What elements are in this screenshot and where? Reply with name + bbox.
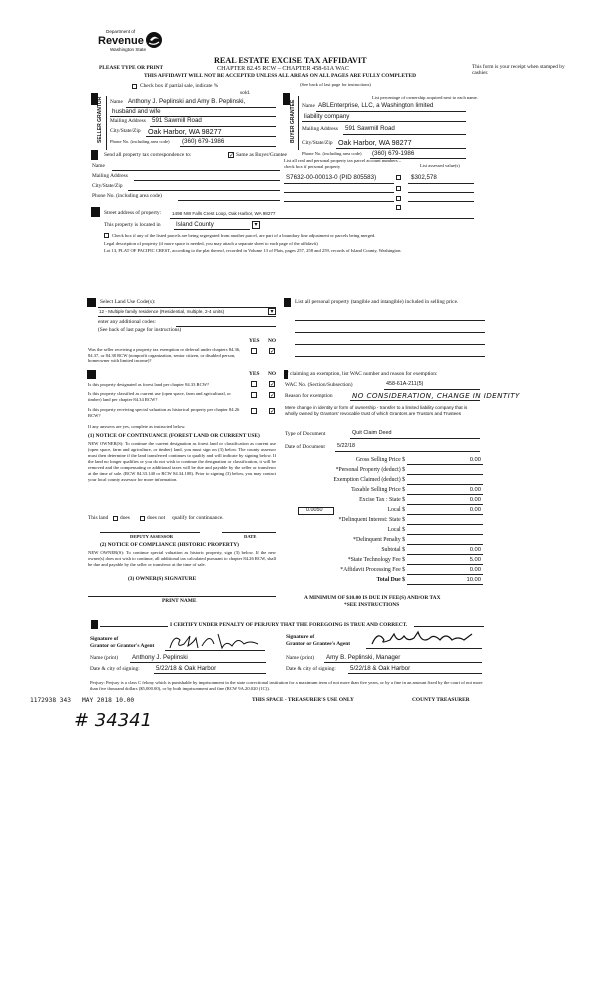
logo-agency: Revenue (98, 35, 144, 47)
assessor-date-label: DATE (244, 534, 257, 539)
legal-description[interactable]: Lot 13, PLAT OF PACIFIC CREST, according to the plat thereof, recorded in Volume 13 of Plats, pages 257, 258 and 259, records of Island County, Washington. (104, 248, 402, 253)
yes-header-1: YES (249, 338, 260, 344)
tax-row-label: Total Due $ (376, 577, 405, 583)
does-checkbox[interactable] (113, 516, 118, 521)
seller-phone[interactable]: (360) 679-1986 (182, 138, 225, 145)
sold-label: sold. (240, 90, 251, 96)
receipt-stamp-2: MAY 2018 10.00 (82, 697, 135, 704)
buyer-name-2[interactable]: liability company (304, 113, 350, 120)
same-as-buyer-checkbox[interactable]: ✓ (229, 152, 235, 159)
q1-text: Was the seller receiving a property tax exemption or deferral under chapters 84.36, 84.37, or 84.38 RCW (nonprofit organization, senior citizen, or disabled person, homeowner with limited income)? (88, 347, 241, 363)
section-3-marker (91, 150, 98, 160)
doc-date-label: Date of Document (285, 444, 325, 450)
wac-number[interactable]: 458-61A-211(5) (386, 381, 424, 387)
seller-city-label: City/State/Zip (110, 128, 141, 134)
seller-phone-label: Phone No. (including area code) (110, 139, 170, 144)
seller-side-label: SELLER GRANTOR (97, 96, 103, 143)
form-title: REAL ESTATE EXCISE TAX AFFIDAVIT (214, 56, 367, 65)
grantor-date-city[interactable]: 5/22/18 & Oak Harbor (156, 665, 217, 672)
grantee-signature[interactable] (368, 628, 478, 648)
tax-row-value[interactable]: 0.00 (469, 487, 481, 493)
grantor-sig-label-b: Grantor or Grantor's Agent (90, 643, 155, 649)
q3-no-checkbox[interactable]: ✓ (270, 392, 276, 399)
print-name-label: PRINT NAME (162, 598, 197, 604)
reason-label: Reason for exemption (285, 393, 333, 399)
section-5-marker (87, 298, 96, 307)
corr-mailing-label: Mailing Address (92, 173, 128, 179)
tax-row-label: Local $ (387, 507, 405, 513)
same-as-buyer-label: Same as Buyer/Grantee (236, 152, 287, 158)
parcel-header: List all real and personal property tax parcel account numbers – check box if personal property (284, 158, 402, 169)
additional-codes-label: enter any additional codes: (98, 319, 156, 325)
seller-name-2[interactable]: husband and wife (112, 108, 161, 115)
parcel-personal-checkbox-1[interactable] (396, 175, 401, 180)
buyer-mailing[interactable]: 591 Sawmill Road (345, 125, 395, 132)
buyer-phone-label: Phone No. (including area code) (302, 151, 362, 156)
buyer-name[interactable]: ABLEnterprise, LLC, a Washington limited (318, 102, 434, 109)
tax-row-label: Excise Tax : State $ (359, 497, 405, 503)
land-use-see-back: (See back of last page for instructions) (98, 327, 182, 333)
tax-row (285, 466, 485, 476)
treasurer-use-only: THIS SPACE - TREASURER'S USE ONLY (252, 697, 354, 703)
tax-row (285, 496, 485, 506)
buyer-mailing-label: Mailing Address (302, 126, 338, 132)
grantor-signature[interactable] (166, 630, 262, 652)
seller-mailing-label: Mailing Address (110, 118, 146, 124)
q3-text: Is this property classified as current use (open space, farm and agricultural, or timber) land per chapter 84.34 RCW? (88, 391, 231, 402)
parcel-personal-checkbox-3[interactable] (396, 196, 401, 201)
tax-row-value[interactable]: 0.00 (469, 497, 481, 503)
segregated-checkbox[interactable] (104, 233, 109, 238)
grantee-sig-label-a: Signature of (286, 634, 315, 640)
q2-text: Is this property designated as forest land per chapter 84.33 RCW? (88, 382, 210, 387)
assessed-value[interactable]: $302,578 (411, 174, 437, 181)
certify-statement: I CERTIFY UNDER PENALTY OF PERJURY THAT THE FOREGOING IS TRUE AND CORRECT. (170, 622, 408, 628)
grantee-date-label: Date & city of signing: (286, 666, 336, 672)
tax-row-value[interactable]: 10.00 (466, 577, 481, 583)
buyer-city-label: City/State/Zip (302, 140, 333, 146)
does-not-checkbox[interactable] (140, 516, 145, 521)
see-back-note: (See back of last page for instructions) (300, 82, 371, 87)
no-header-2: NO (268, 371, 277, 377)
tax-row-label: Taxable Selling Price $ (351, 487, 405, 493)
q4-text: Is this property receiving special valuation as historical property per chapter 84.26 RCW? (88, 407, 240, 418)
section-7-marker (284, 298, 291, 307)
buyer-phone[interactable]: (360) 679-1986 (372, 150, 415, 157)
tax-row-label: Gross Selling Price $ (355, 457, 405, 463)
parcel-personal-checkbox-2[interactable] (396, 186, 401, 191)
section-9-marker (91, 620, 98, 629)
corr-name-label: Name (92, 163, 105, 169)
q4-no-checkbox[interactable]: ✓ (270, 408, 276, 415)
grantor-name-label: Name (print) (90, 655, 118, 661)
land-use-label: Select Land Use Code(s): (100, 299, 156, 305)
tax-row-label: Subtotal $ (381, 547, 405, 553)
tax-row (285, 546, 485, 556)
county-dropdown-icon[interactable]: ▾ (252, 221, 260, 229)
q1-yes-checkbox[interactable] (251, 348, 257, 354)
grantee-date-city[interactable]: 5/22/18 & Oak Harbor (350, 665, 411, 672)
tax-row (285, 556, 485, 566)
land-use-dropdown-icon[interactable]: ▾ (268, 308, 276, 315)
logo-dept: Department of (106, 29, 136, 34)
tax-row-value[interactable]: 0.00 (469, 567, 481, 573)
seller-name-label: Name (110, 99, 123, 105)
seller-city[interactable]: Oak Harbor, WA 98277 (148, 127, 222, 136)
grantor-sig-label-a: Signature of (90, 636, 119, 642)
tax-calculation-table (285, 456, 485, 586)
does-label: does (120, 515, 130, 521)
grantee-print-name[interactable]: Amy B. Peplinski, Manager (326, 654, 401, 661)
exemption-label: If claiming an exemption, list WAC number and reason for exemption: (285, 371, 438, 377)
legal-label: Legal description of property (if more space is needed, you may attach a separate sheet to each page of the affidavit) (104, 241, 318, 246)
doc-type[interactable]: Quit Claim Deed (352, 430, 392, 436)
q2-no-checkbox[interactable]: ✓ (270, 381, 276, 388)
doc-type-label: Type of Document (285, 431, 326, 437)
doc-date[interactable]: 5/22/18 (337, 443, 355, 449)
correspondence-label: Send all property tax correspondence to: (104, 152, 192, 158)
does-not-label: does not (147, 515, 166, 521)
notice-2-body: NEW OWNER(S): To continue special valuation as historic property, sign (3) below. If the new owner(s) does not wish to continue, all additional tax calculated pursuant to chapter 84.26 RCW, shall be due and payable by the seller or transferor at the time of sale. (88, 550, 276, 567)
state-rate[interactable]: 0.0050 (306, 507, 323, 513)
tax-row-value[interactable]: 5.00 (469, 557, 481, 563)
type-or-print: PLEASE TYPE OR PRINT (99, 65, 164, 71)
notice-1-title: (1) NOTICE OF CONTINUANCE (FOREST LAND OR CURRENT USE) (88, 433, 260, 439)
county-treasurer-label: COUNTY TREASURER (412, 697, 470, 703)
tax-row (285, 486, 485, 496)
tax-row (285, 576, 485, 586)
owner-signature-label: (3) OWNER(S) SIGNATURE (128, 576, 197, 582)
logo-state: Washington State (110, 47, 147, 52)
partial-sale-checkbox[interactable] (132, 84, 137, 89)
receipt-note: This form is your receipt when stamped by cashier. (472, 64, 565, 76)
street-label: Street address of property: (104, 210, 162, 216)
tax-row (285, 566, 485, 576)
tax-row-label: *Delinquent Penalty $ (353, 537, 405, 543)
grantee-name-label: Name (print) (286, 655, 314, 661)
tax-row (285, 456, 485, 466)
grantee-sig-label-c: Grantor or Grantee's Agent (286, 641, 351, 647)
list-percentage-note: List percentage of ownership acquired next to each name. (372, 95, 478, 100)
exemption-detail[interactable]: Mere change in identity or form of ownership - transfer to a limited liability company that is wholly owned by Grantors' revocable trust of which Grantors are Trustors and Trustees (285, 405, 468, 416)
q3-yes-checkbox[interactable] (251, 392, 257, 398)
seller-mailing[interactable]: 591 Sawmill Road (152, 117, 202, 124)
handwritten-number: # 34341 (74, 710, 153, 731)
corr-phone-label: Phone No. (including area code) (92, 193, 162, 199)
perjury-notice: Perjury: Perjury is a class C felony which is punishable by imprisonment in the state correctional institution for a maximum term of not more than five years, or by a fine in an amount fixed by the court of not more than five thousand dollars ($5,000.00), or by both imprisonment and fine (RCW 9A.20.020 (1C)). (90, 680, 483, 691)
notice-2-title: (2) NOTICE OF COMPLIANCE (HISTORIC PROPERTY) (100, 542, 239, 548)
located-label: This property is located in (104, 222, 161, 228)
grantor-print-name[interactable]: Anthony J. Peplinski (132, 654, 188, 661)
land-use-select[interactable]: 12 - Multiple family residence (Residential, multiple, 2-4 units) (99, 309, 225, 314)
section-4-marker (91, 207, 100, 217)
revenue-logo (96, 30, 168, 60)
tax-row-label: *State Technology Fee $ (347, 557, 405, 563)
no-header-1: NO (268, 338, 277, 344)
county-select[interactable]: Island County (176, 221, 214, 228)
buyer-name-label: Name (302, 103, 315, 109)
tax-row-label: *Delinquent Interest: State $ (338, 517, 405, 523)
tax-row-value[interactable]: 0.00 (469, 547, 481, 553)
revenue-seal-icon (144, 31, 164, 49)
notice-1-body: NEW OWNER(S): To continue the current designation as forest land or classification as current use (open space, farm and agriculture, or timber) land, you must sign on (3) below. The county assessor must then determine if the land transferred continues to qualify and will indicate by signing below. If the land no longer qualifies or you do not wish to continue the designation or classification, it will be removed and the compensating or additional taxes will be due and payable by the seller or transferor at the time of sale. (RCW 84.33.140 or RCW 84.34.108). Prior to signing (3) below, you may contact your local county assessor for more information. (88, 441, 276, 482)
minimum-due-note: A MINIMUM OF $10.00 IS DUE IN FEE(S) AND/OR TAX (304, 595, 441, 601)
section-2-marker (283, 93, 290, 105)
tax-row (285, 516, 485, 526)
tax-row-value[interactable]: 0.00 (469, 457, 481, 463)
tax-row-label: *Affidavit Processing Fee $ (340, 567, 405, 573)
q2-yes-checkbox[interactable] (251, 381, 257, 387)
q4-yes-checkbox[interactable] (251, 408, 257, 414)
segregated-label: Check box if any of the listed parcels are being segregated from another parcel, are part of a boundary line adjustment or parcels being merged. (112, 233, 376, 238)
parcel-personal-checkbox-4[interactable] (396, 205, 401, 210)
street-address[interactable]: 1498 NW Falls Crest Loop, Oak Harbor, WA 98277 (172, 211, 276, 216)
tax-row-value[interactable]: 0.00 (469, 507, 481, 513)
grantor-date-label: Date & city of signing: (90, 666, 140, 672)
personal-property-label: List all personal property (tangible and intangible) included in selling price. (295, 299, 459, 305)
exemption-reason[interactable]: NO CONSIDERATION, CHANGE IN IDENTITY (352, 391, 520, 400)
tax-row (285, 526, 485, 536)
section-6-marker (87, 370, 96, 379)
tax-row-label: Exemption Claimed (deduct) $ (333, 477, 405, 483)
parcel-number[interactable]: S7632-00-00013-0 (PID 805583) (286, 174, 377, 181)
tax-row-label: *Personal Property (deduct) $ (335, 467, 405, 473)
assessed-header: List assessed value(s) (420, 163, 460, 168)
tax-row (285, 536, 485, 546)
tax-row (285, 476, 485, 486)
this-land-label: This land (88, 515, 109, 521)
form-warning: THIS AFFIDAVIT WILL NOT BE ACCEPTED UNLESS ALL AREAS ON ALL PAGES ARE FULLY COMPLETED (144, 73, 417, 79)
corr-city-label: City/State/Zip (92, 183, 123, 189)
tax-row-label: Local $ (387, 527, 405, 533)
if-yes-note: If any answers are yes, complete as instructed below. (88, 424, 186, 429)
deputy-assessor-label: DEPUTY ASSESSOR (130, 534, 174, 539)
buyer-side-label: BUYER GRANTEE (290, 99, 296, 143)
partial-sale-label: Check box if partial sale, indicate % (140, 83, 219, 89)
yes-header-2: YES (249, 371, 260, 377)
buyer-city[interactable]: Oak Harbor, WA 98277 (338, 138, 412, 147)
qualify-label: qualify for continuance. (172, 515, 224, 521)
wac-label: WAC No. (Section/Subsection) (285, 382, 353, 388)
q1-no-checkbox[interactable]: ✓ (270, 348, 276, 355)
receipt-stamp: 1172938 343 (30, 697, 71, 704)
see-instructions-note: *SEE INSTRUCTIONS (344, 602, 400, 608)
seller-name[interactable]: Anthony J. Peplinski and Amy B. Peplinski, (128, 98, 246, 105)
form-chapter: CHAPTER 82.45 RCW – CHAPTER 458-61A WAC (217, 65, 349, 72)
